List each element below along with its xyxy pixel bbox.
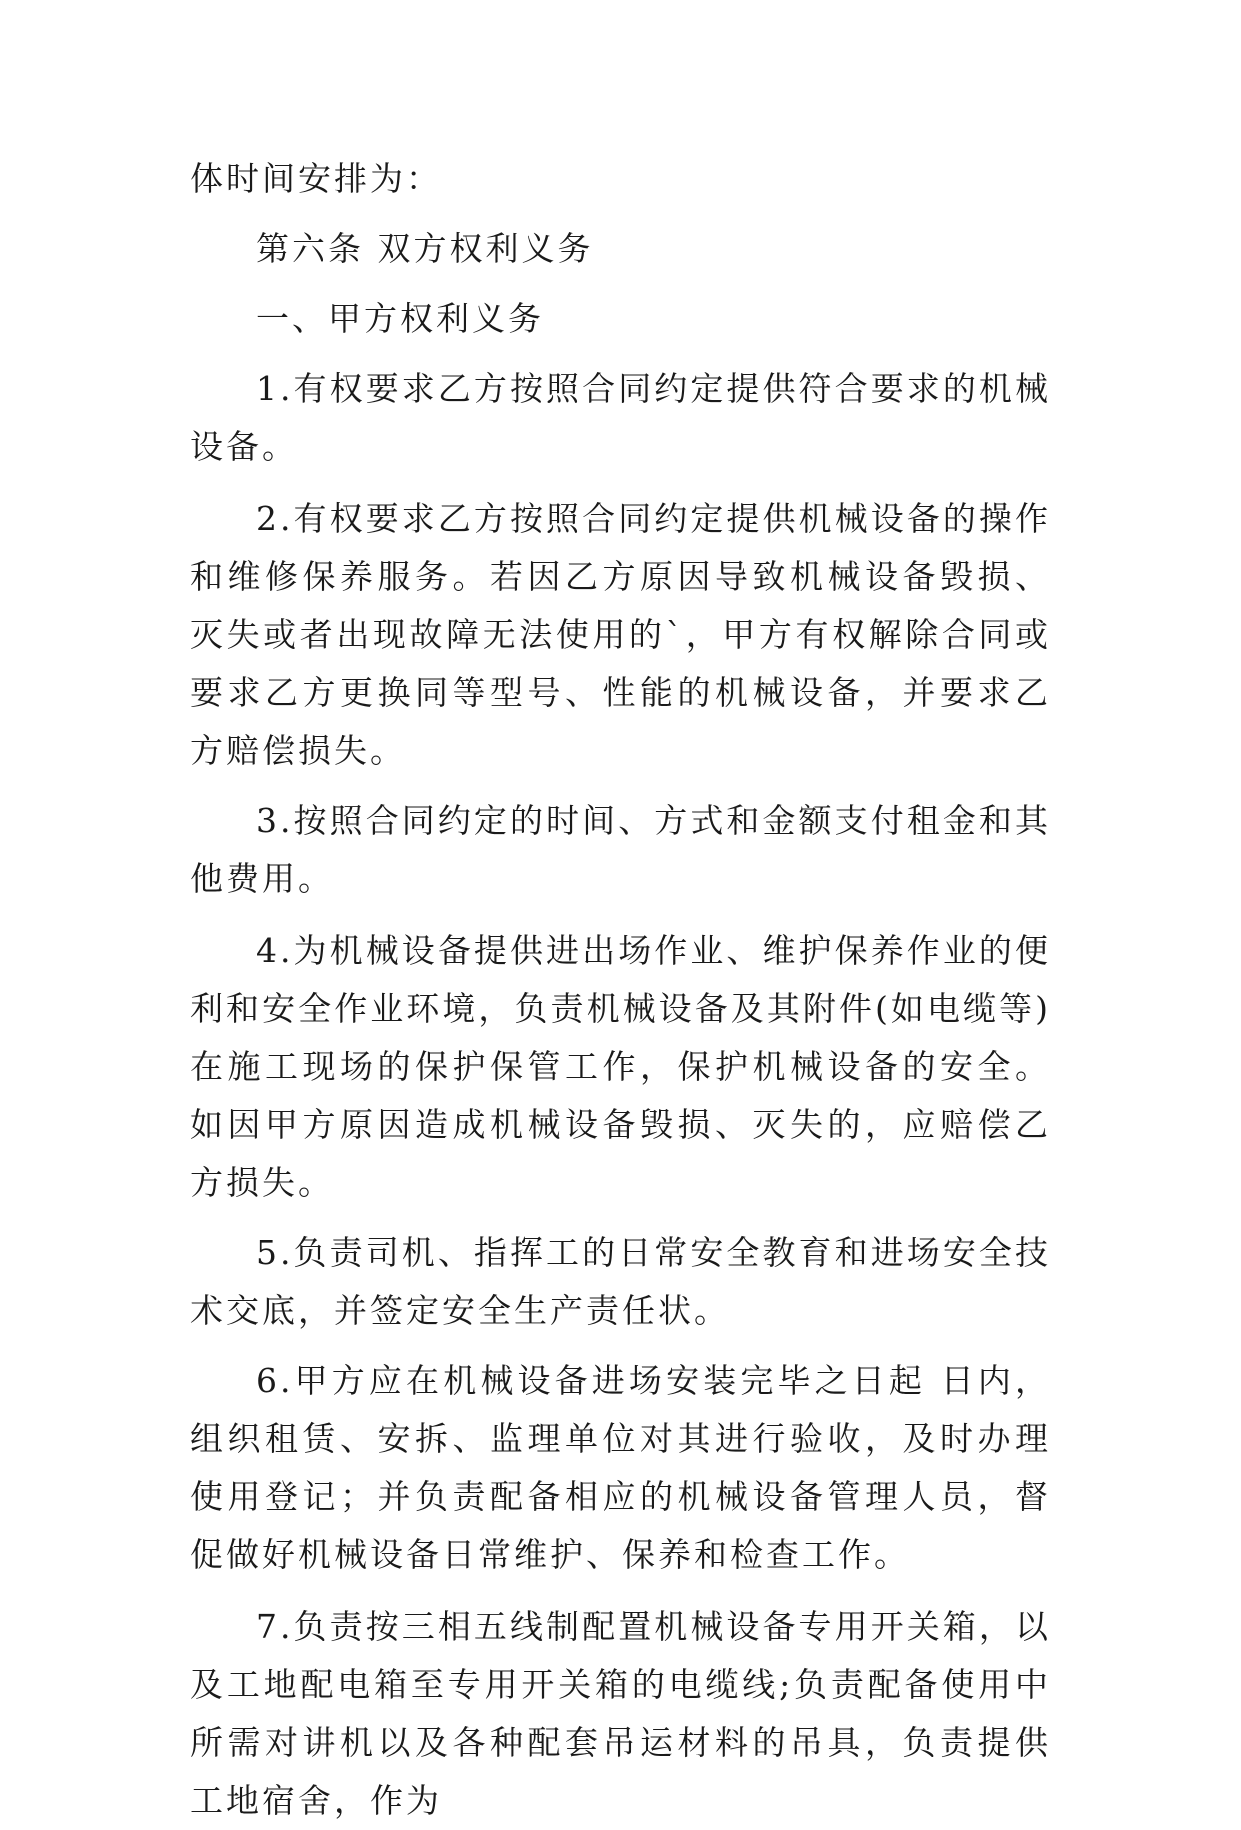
clause-item-4: 4.为机械设备提供进出场作业、维护保养作业的便利和安全作业环境，负责机械设备及其附件(如电缆等)在施工现场的保护保管工作，保护机械设备的安全。如因甲方原因造成机械设备毁损、灭失的，应赔偿乙方损失。	[190, 931, 1051, 1202]
clause-item-7: 7.负责按三相五线制配置机械设备专用开关箱，以及工地配电箱至专用开关箱的电缆线;负责配备使用中所需对讲机以及各种配套吊运材料的吊具，负责提供工地宿舍，作为	[190, 1607, 1051, 1820]
clause-item-1: 1.有权要求乙方按照合同约定提供符合要求的机械设备。	[190, 369, 1051, 466]
clause-item-2: 2.有权要求乙方按照合同约定提供机械设备的操作和维修保养服务。若因乙方原因导致机械设备毁损、灭失或者出现故障无法使用的`，甲方有权解除合同或要求乙方更换同等型号、性能的机械设备，并要求乙方赔偿损失。	[190, 499, 1051, 770]
document-page	[190, 150, 1051, 1830]
clause-item-6: 6.甲方应在机械设备进场安装完毕之日起 日内，组织租赁、安拆、监理单位对其进行验收，及时办理使用登记；并负责配备相应的机械设备管理人员，督促做好机械设备日常维护、保养和检查工作。	[190, 1361, 1051, 1574]
paragraph-schedule-continuation: 体时间安排为：	[190, 159, 442, 198]
party-a-rights-heading: 一、甲方权利义务	[256, 299, 544, 338]
clause-item-5: 5.负责司机、指挥工的日常安全教育和进场安全技术交底，并签定安全生产责任状。	[190, 1233, 1051, 1330]
clause-item-3: 3.按照合同约定的时间、方式和金额支付租金和其他费用。	[190, 801, 1051, 898]
article-6-heading: 第六条 双方权利义务	[256, 229, 594, 268]
